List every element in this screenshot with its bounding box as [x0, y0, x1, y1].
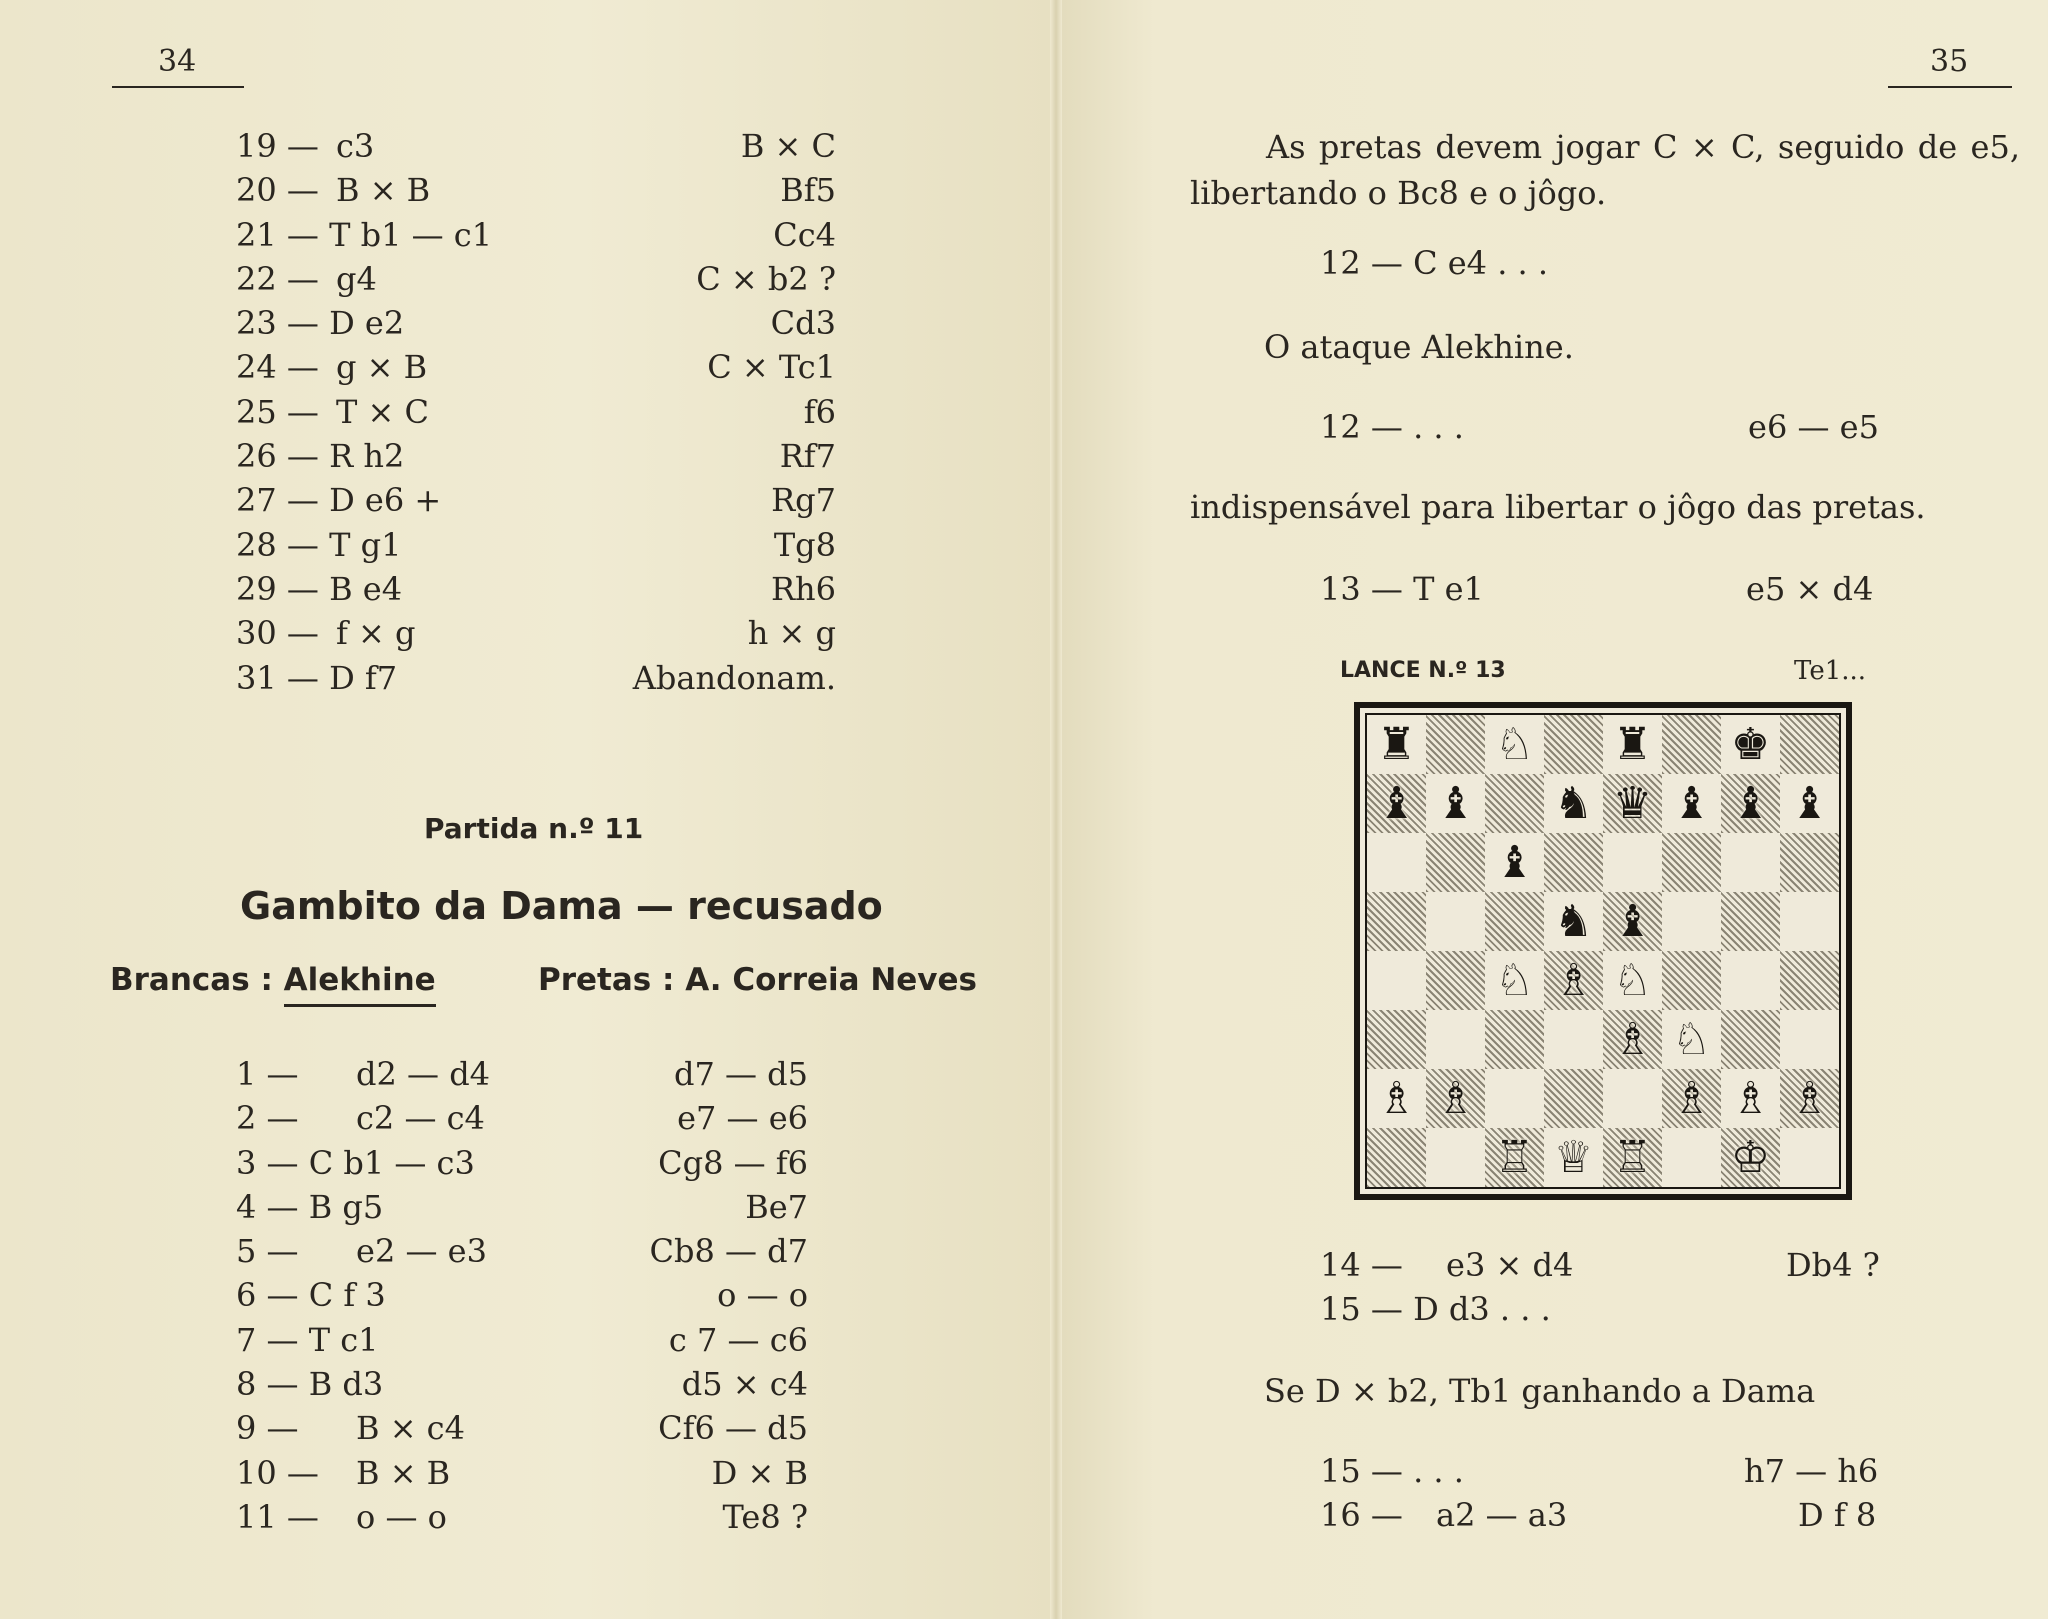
- chess-piece-icon: ♗: [1553, 954, 1594, 1006]
- board-square: [1426, 715, 1485, 774]
- board-square: [1367, 892, 1426, 951]
- black-move: Cd3: [770, 304, 836, 343]
- move-number: 21 — T b1 — c1: [236, 215, 493, 254]
- move-13-black: e5 × d4: [1746, 570, 1874, 608]
- chess-piece-icon: ♞: [1553, 895, 1594, 947]
- chess-piece-icon: ♛: [1612, 777, 1653, 829]
- chess-piece-icon: ♖: [1612, 1131, 1653, 1183]
- board-square: [1662, 1010, 1721, 1069]
- board-square: [1721, 1010, 1780, 1069]
- black-move: Abandonam.: [632, 658, 836, 697]
- move-row: [236, 611, 836, 655]
- move-row: [236, 1495, 808, 1539]
- board-square: [1662, 774, 1721, 833]
- board-square: [1485, 715, 1544, 774]
- move-number: 2 —: [236, 1099, 299, 1138]
- chess-piece-icon: ♗: [1435, 1072, 1476, 1124]
- black-move: e7 — e6: [677, 1099, 808, 1138]
- note-12: O ataque Alekhine.: [1264, 328, 1574, 366]
- move-14-black: Db4 ?: [1786, 1246, 1880, 1284]
- move-number: 23 — D e2: [236, 304, 405, 343]
- move-row: [236, 434, 836, 478]
- move-row: [236, 345, 836, 389]
- white-move: e2 — e3: [356, 1232, 487, 1271]
- move-number: 29 — B e4: [236, 569, 403, 608]
- black-player-line: [538, 962, 977, 998]
- move-row: [236, 1052, 808, 1096]
- black-move: d7 — d5: [673, 1055, 808, 1093]
- board-square: [1367, 1128, 1426, 1187]
- chess-piece-icon: ♝: [1494, 836, 1535, 888]
- chess-piece-icon: ♚: [1730, 718, 1771, 770]
- black-move: o — o: [717, 1276, 808, 1315]
- board-square: [1367, 1069, 1426, 1128]
- board-square: [1662, 892, 1721, 951]
- move-number: 11 —: [236, 1497, 319, 1536]
- board-square: [1544, 1069, 1603, 1128]
- move-16-num: 16 —: [1320, 1496, 1403, 1534]
- move-number: 6 — C f 3: [236, 1276, 386, 1315]
- move-row: [236, 1273, 808, 1317]
- move-number: 31 — D f7: [236, 658, 398, 697]
- board-square: [1603, 774, 1662, 833]
- board-square: [1426, 833, 1485, 892]
- board-square: [1485, 1010, 1544, 1069]
- move-number: 1 —: [236, 1055, 299, 1093]
- move-row: [236, 257, 836, 301]
- black-move: Cb8 — d7: [649, 1232, 808, 1271]
- board-square: [1426, 951, 1485, 1010]
- move-row: [236, 1406, 808, 1450]
- board-square: [1780, 1128, 1839, 1187]
- chess-piece-icon: ♗: [1671, 1072, 1712, 1124]
- page-number-left: 34: [158, 44, 197, 79]
- move-12-black: e6 — e5: [1748, 408, 1879, 446]
- white-move: f × g: [336, 614, 416, 653]
- move-row: [236, 656, 836, 700]
- move-number: 28 — T g1: [236, 525, 402, 564]
- black-move: Be7: [745, 1187, 808, 1226]
- black-move: C × Tc1: [707, 348, 836, 387]
- move-row: [236, 124, 836, 168]
- chess-piece-icon: ♘: [1494, 954, 1535, 1006]
- black-move: Cc4: [773, 215, 836, 254]
- white-player: Alekhine: [284, 962, 436, 1007]
- white-move: B × c4: [356, 1409, 465, 1448]
- move-16-black: D f 8: [1798, 1496, 1877, 1534]
- board-square: [1544, 715, 1603, 774]
- white-player-line: [110, 962, 436, 998]
- board-square: [1485, 951, 1544, 1010]
- chess-piece-icon: ♗: [1376, 1072, 1417, 1124]
- move-number: 19 —: [236, 127, 319, 165]
- game-title: Partida n.º 11: [424, 812, 644, 845]
- white-move: T × C: [336, 392, 429, 431]
- black-move: C × b2 ?: [696, 259, 836, 298]
- chess-piece-icon: ♝: [1671, 777, 1712, 829]
- board-square: [1367, 715, 1426, 774]
- board-square: [1603, 892, 1662, 951]
- white-move: B × B: [356, 1453, 451, 1492]
- chess-piece-icon: ♘: [1494, 718, 1535, 770]
- board-square: [1603, 1010, 1662, 1069]
- move-16-white: a2 — a3: [1436, 1496, 1568, 1534]
- board-square: [1721, 951, 1780, 1010]
- black-move: B × C: [740, 127, 836, 165]
- black-move: Rg7: [771, 481, 836, 520]
- move-row: [236, 301, 836, 345]
- move-15-num: 15 — . . .: [1320, 1452, 1464, 1490]
- board-square: [1662, 833, 1721, 892]
- board-square: [1662, 1128, 1721, 1187]
- board-square: [1485, 774, 1544, 833]
- chess-piece-icon: ♜: [1376, 718, 1417, 770]
- move-number: 3 — C b1 — c3: [236, 1143, 475, 1182]
- chess-piece-icon: ♖: [1494, 1131, 1535, 1183]
- black-label: Pretas :: [538, 962, 675, 998]
- board-square: [1544, 951, 1603, 1010]
- move-15-black: h7 — h6: [1744, 1452, 1879, 1490]
- board-square: [1426, 1010, 1485, 1069]
- black-move: Tg8: [773, 525, 836, 564]
- board-square: [1780, 833, 1839, 892]
- chess-piece-icon: ♗: [1730, 1072, 1771, 1124]
- page-number-rule-left: [112, 86, 244, 88]
- move-14-white: e3 × d4: [1446, 1246, 1574, 1284]
- chess-board-grid: [1365, 713, 1841, 1189]
- move-number: 4 — B g5: [236, 1187, 384, 1226]
- board-square: [1367, 774, 1426, 833]
- book-gutter: [1050, 0, 1062, 1619]
- move-row: [236, 1185, 808, 1229]
- board-square: [1544, 833, 1603, 892]
- board-square: [1780, 1069, 1839, 1128]
- move-row: [236, 1229, 808, 1273]
- note-indispensavel: indispensável para libertar o jôgo das pretas.: [1190, 488, 1926, 526]
- board-square: [1780, 715, 1839, 774]
- board-square: [1721, 1128, 1780, 1187]
- board-square: [1662, 715, 1721, 774]
- chess-piece-icon: ♘: [1612, 954, 1653, 1006]
- white-label: Brancas :: [110, 962, 273, 998]
- move-14-num: 14 —: [1320, 1246, 1403, 1284]
- chess-diagram: [1354, 702, 1852, 1200]
- page-number-right: 35: [1930, 44, 1969, 79]
- board-square: [1485, 892, 1544, 951]
- black-move: f6: [803, 392, 836, 431]
- board-square: [1485, 1069, 1544, 1128]
- black-move: Cf6 — d5: [658, 1409, 808, 1448]
- black-move: h × g: [747, 614, 836, 653]
- chess-piece-icon: ♝: [1376, 777, 1417, 829]
- white-move: g4: [336, 259, 377, 298]
- board-square: [1603, 715, 1662, 774]
- black-move: D × B: [711, 1453, 808, 1492]
- black-player: A. Correia Neves: [685, 962, 977, 998]
- board-square: [1485, 833, 1544, 892]
- white-move: g × B: [336, 348, 428, 387]
- white-move: d2 — d4: [356, 1055, 491, 1093]
- chess-piece-icon: ♞: [1553, 777, 1594, 829]
- board-square: [1426, 1128, 1485, 1187]
- board-square: [1485, 1128, 1544, 1187]
- diagram-move: Te1...: [1794, 656, 1867, 686]
- move-number: 22 —: [236, 259, 319, 298]
- black-move: Cg8 — f6: [658, 1143, 808, 1182]
- chess-piece-icon: ♔: [1730, 1131, 1771, 1183]
- board-square: [1367, 1010, 1426, 1069]
- move-number: 20 —: [236, 171, 319, 210]
- chess-piece-icon: ♕: [1553, 1131, 1594, 1183]
- move-row: [236, 213, 836, 257]
- board-square: [1544, 1128, 1603, 1187]
- board-square: [1603, 833, 1662, 892]
- chess-piece-icon: ♜: [1612, 718, 1653, 770]
- move-number: 26 — R h2: [236, 437, 405, 476]
- move-row: [236, 1451, 808, 1495]
- move-row: [236, 478, 836, 522]
- chess-piece-icon: ♝: [1730, 777, 1771, 829]
- board-square: [1721, 892, 1780, 951]
- commentary-paragraph: As pretas devem jogar C × C, seguido de e5, libertando o Bc8 e o jôgo.: [1190, 128, 2020, 212]
- chess-piece-icon: ♝: [1789, 777, 1830, 829]
- black-move: Rf7: [779, 437, 836, 476]
- move-row: [236, 1096, 808, 1140]
- move-number: 5 —: [236, 1232, 299, 1271]
- move-15-white: 15 — D d3 . . .: [1320, 1290, 1551, 1328]
- black-move: Te8 ?: [722, 1497, 808, 1536]
- chess-piece-icon: ♝: [1612, 895, 1653, 947]
- move-row: [236, 523, 836, 567]
- chess-piece-icon: ♗: [1612, 1013, 1653, 1065]
- move-row: [236, 390, 836, 434]
- move-number: 8 — B d3: [236, 1365, 384, 1404]
- board-square: [1603, 1069, 1662, 1128]
- diagram-label: LANCE N.º 13: [1340, 658, 1506, 683]
- page-number-rule-right: [1888, 86, 2012, 88]
- board-square: [1662, 951, 1721, 1010]
- move-number: 7 — T c1: [236, 1320, 379, 1359]
- moves-continued: [236, 124, 836, 700]
- move-number: 9 —: [236, 1409, 299, 1448]
- white-move: c2 — c4: [356, 1099, 485, 1138]
- chess-piece-icon: ♘: [1671, 1013, 1712, 1065]
- move-13-white: 13 — T e1: [1320, 570, 1484, 608]
- board-square: [1544, 892, 1603, 951]
- board-square: [1780, 892, 1839, 951]
- board-square: [1603, 951, 1662, 1010]
- opening-name: Gambito da Dama — recusado: [240, 884, 883, 928]
- move-number: 30 —: [236, 614, 319, 653]
- black-move: Bf5: [780, 171, 836, 210]
- board-square: [1662, 1069, 1721, 1128]
- board-square: [1780, 774, 1839, 833]
- move-row: [236, 1362, 808, 1406]
- move-row: [236, 168, 836, 212]
- board-square: [1544, 1010, 1603, 1069]
- black-move: c 7 — c6: [668, 1320, 808, 1359]
- board-square: [1426, 1069, 1485, 1128]
- game-moves: [236, 1052, 808, 1539]
- board-square: [1367, 951, 1426, 1010]
- move-row: [236, 1141, 808, 1185]
- board-square: [1544, 774, 1603, 833]
- move-12-num: 12 — . . .: [1320, 408, 1464, 446]
- board-square: [1721, 715, 1780, 774]
- board-square: [1426, 774, 1485, 833]
- move-row: [236, 1318, 808, 1362]
- chess-piece-icon: ♝: [1435, 777, 1476, 829]
- white-move: o — o: [356, 1497, 447, 1536]
- board-square: [1721, 833, 1780, 892]
- board-square: [1721, 774, 1780, 833]
- move-number: 27 — D e6 +: [236, 481, 442, 520]
- white-move: B × B: [336, 171, 431, 210]
- white-move: c3: [336, 127, 375, 165]
- move-number: 10 —: [236, 1453, 319, 1492]
- move-number: 25 —: [236, 392, 319, 431]
- board-square: [1426, 892, 1485, 951]
- board-square: [1367, 833, 1426, 892]
- note-se: Se D × b2, Tb1 ganhando a Dama: [1264, 1372, 1816, 1410]
- black-move: d5 × c4: [681, 1365, 808, 1404]
- move-row: [236, 567, 836, 611]
- board-square: [1603, 1128, 1662, 1187]
- black-move: Rh6: [770, 569, 836, 608]
- chess-piece-icon: ♗: [1789, 1072, 1830, 1124]
- move-number: 24 —: [236, 348, 319, 387]
- board-square: [1721, 1069, 1780, 1128]
- move-12-white: 12 — C e4 . . .: [1320, 244, 1549, 282]
- board-square: [1780, 1010, 1839, 1069]
- board-square: [1780, 951, 1839, 1010]
